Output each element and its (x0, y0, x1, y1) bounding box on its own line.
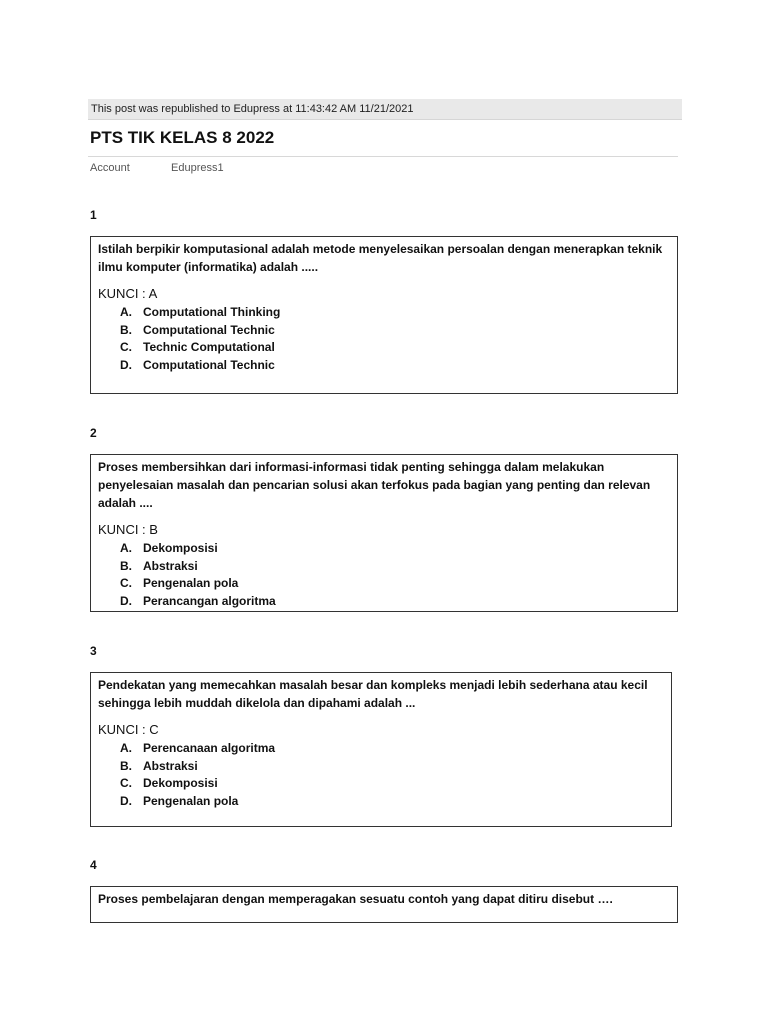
account-value: Edupress1 (171, 162, 224, 174)
question-text: Pendekatan yang memecahkan masalah besar dan kompleks menjadi lebih sederhana atau kecil sehingga lebih muddah dikelola dan dipahami adalah ... (98, 678, 648, 710)
option-text: Perancangan algoritma (143, 593, 276, 608)
question-text: Proses membersihkan dari informasi-informasi tidak penting sehingga dalam melakukan penyelesaian masalah dan pencarian solusi akan terfokus pada bagian yang penting dan relevan adalah .... (98, 460, 651, 510)
answer-key: KUNCI : B (98, 522, 158, 537)
option-text: Abstraksi (143, 758, 198, 773)
option-letter: A. (120, 741, 132, 755)
options-list (98, 540, 670, 610)
question-text: Proses pembelajaran dengan memperagakan sesuatu contoh yang dapat ditiru disebut …. (98, 892, 613, 906)
account-label: Account (90, 162, 130, 174)
option-item (98, 593, 670, 611)
option-letter: D. (120, 593, 132, 608)
question-number: 4 (90, 858, 97, 872)
option-item (98, 304, 670, 322)
option-item (98, 793, 664, 811)
option-letter: D. (120, 357, 132, 372)
option-item (98, 339, 670, 357)
option-text: Perencanaan algoritma (143, 741, 276, 755)
question-text: Istilah berpikir komputasional adalah metode menyelesaikan persoalan dengan menerapkan teknik ilmu komputer (informatika) adalah ..... (98, 242, 663, 274)
answer-key: KUNCI : C (98, 722, 159, 737)
option-text: Computational Technic (143, 357, 275, 372)
option-letter: A. (120, 305, 132, 319)
question-box (90, 454, 678, 612)
option-item (98, 575, 670, 593)
question-box (90, 672, 672, 827)
question-box (90, 886, 678, 923)
option-item (98, 357, 670, 375)
republish-banner: This post was republished to Edupress at 11:43:42 AM 11/21/2021 (88, 99, 682, 120)
answer-key: KUNCI : A (98, 286, 158, 301)
option-letter: C. (120, 576, 132, 590)
options-list (98, 740, 664, 810)
option-letter: C. (120, 776, 132, 790)
option-text: Dekomposisi (143, 541, 218, 555)
option-text: Dekomposisi (143, 776, 218, 790)
option-text: Abstraksi (143, 558, 198, 573)
options-list (98, 304, 670, 374)
question-number: 1 (90, 208, 97, 222)
option-item (98, 540, 670, 558)
option-text: Computational Thinking (143, 305, 281, 319)
option-text: Computational Technic (143, 322, 275, 337)
question-number: 2 (90, 426, 97, 440)
question-number: 3 (90, 644, 97, 658)
option-item (98, 322, 670, 340)
option-letter: B. (120, 758, 132, 773)
page-title: PTS TIK KELAS 8 2022 (90, 128, 275, 147)
option-item (98, 758, 664, 776)
title-divider (88, 156, 678, 157)
option-item (98, 740, 664, 758)
option-letter: D. (120, 793, 132, 808)
option-item (98, 558, 670, 576)
option-item (98, 775, 664, 793)
question-box (90, 236, 678, 394)
option-letter: A. (120, 541, 132, 555)
option-letter: B. (120, 322, 132, 337)
option-text: Technic Computational (143, 340, 275, 354)
option-letter: B. (120, 558, 132, 573)
option-text: Pengenalan pola (143, 793, 239, 808)
option-letter: C. (120, 340, 132, 354)
option-text: Pengenalan pola (143, 576, 239, 590)
